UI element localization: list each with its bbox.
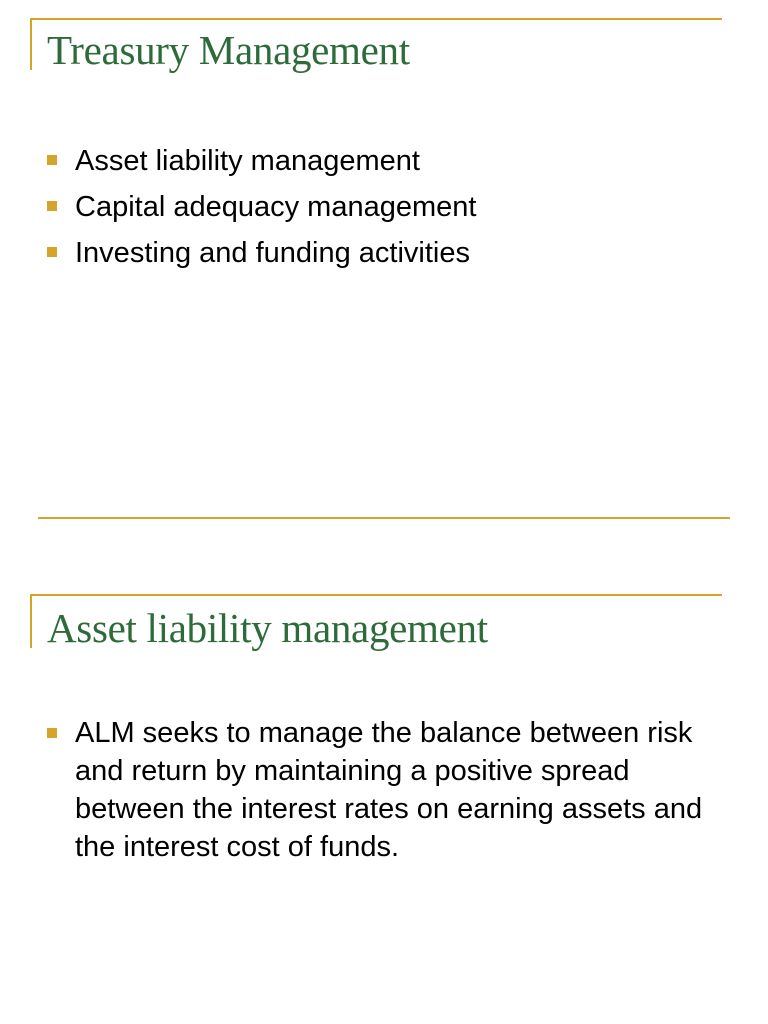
slide-top-rule: [30, 18, 722, 20]
bullet-text: Capital adequacy management: [75, 191, 477, 223]
bullet-item: [47, 138, 728, 184]
bullet-item: [47, 230, 728, 276]
bullet-list: [47, 714, 728, 866]
slide-title: Treasury Management: [47, 27, 410, 73]
square-bullet-icon: [47, 155, 57, 165]
bullet-list: [47, 138, 728, 276]
slide-top-rule: [30, 594, 722, 596]
bullet-text: Asset liability management: [75, 145, 420, 177]
bullet-item: [47, 184, 728, 230]
bullet-item: [47, 714, 728, 866]
square-bullet-icon: [47, 201, 57, 211]
slide-side-rule: [30, 18, 32, 70]
slide-side-rule: [30, 594, 32, 648]
square-bullet-icon: [47, 728, 57, 738]
bullet-text: Investing and funding activities: [75, 237, 470, 269]
bullet-text: ALM seeks to manage the balance between risk and return by maintaining a positive spread between the interest rates on earning assets and the interest cost of funds.: [75, 717, 703, 863]
slide-asset-liability-management: [0, 512, 768, 1024]
square-bullet-icon: [47, 247, 57, 257]
slide-title: Asset liability management: [47, 605, 488, 651]
